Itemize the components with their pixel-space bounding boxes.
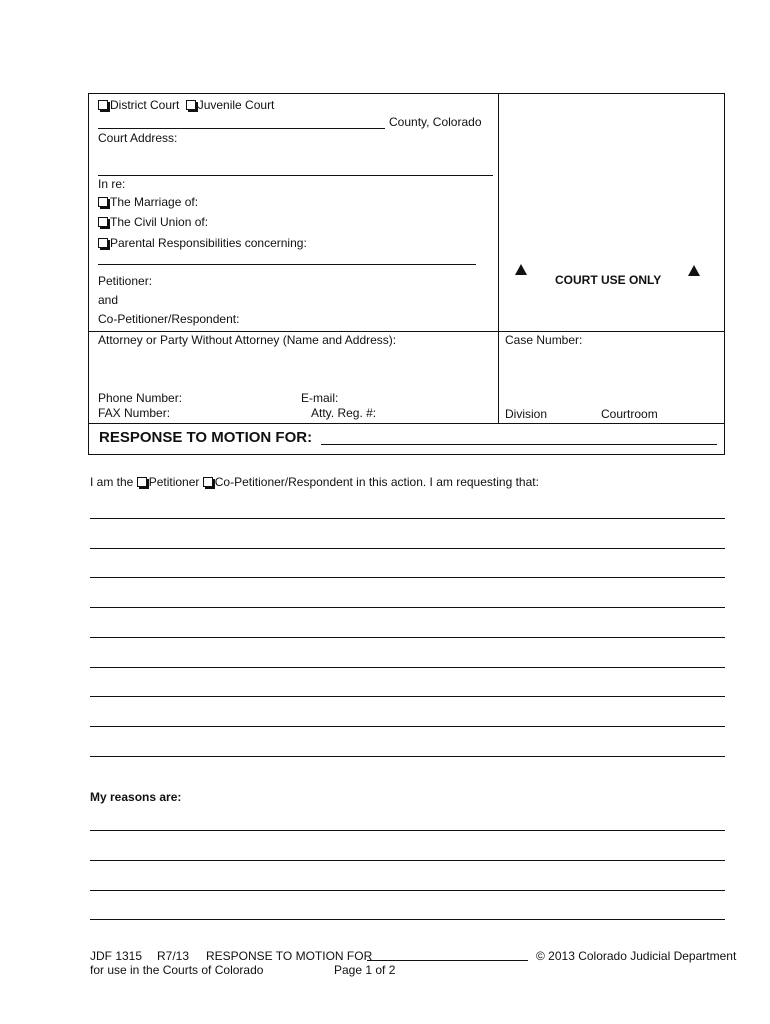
- court-address-label: Court Address:: [98, 131, 178, 145]
- request-line[interactable]: [90, 607, 725, 608]
- reasons-line[interactable]: [90, 919, 725, 920]
- marriage-checkbox[interactable]: [98, 197, 108, 207]
- petitioner-label: Petitioner:: [98, 274, 153, 288]
- petitioner-checkbox[interactable]: [137, 477, 147, 487]
- caption-vertical-divider: [498, 93, 499, 424]
- motion-for-line[interactable]: [321, 444, 717, 445]
- request-line[interactable]: [90, 518, 725, 519]
- request-line[interactable]: [90, 726, 725, 727]
- attorney-label: Attorney or Party Without Attorney (Name and Address):: [98, 333, 397, 347]
- footer-title: RESPONSE TO MOTION FOR: [206, 949, 373, 963]
- case-type-parental: [98, 236, 307, 250]
- caption-divider-title: [88, 423, 725, 424]
- email-label: E-mail:: [301, 391, 339, 405]
- co-petitioner-checkbox[interactable]: [203, 477, 213, 487]
- county-field-line[interactable]: [98, 128, 385, 129]
- and-label: and: [98, 293, 119, 307]
- juvenile-court-label: Juvenile Court: [197, 98, 275, 112]
- footer-page: Page 1 of 2: [334, 963, 396, 977]
- request-line[interactable]: [90, 667, 725, 668]
- court-address-line[interactable]: [98, 175, 493, 176]
- intro-co-petitioner: Co-Petitioner/Respondent in this action. I am requesting that:: [214, 475, 539, 489]
- marriage-label: The Marriage of:: [110, 195, 199, 209]
- parental-checkbox[interactable]: [98, 238, 108, 248]
- request-line[interactable]: [90, 696, 725, 697]
- case-number-label: Case Number:: [505, 333, 583, 347]
- request-line[interactable]: [90, 548, 725, 549]
- intro-prefix: I am the: [90, 475, 134, 489]
- district-court-checkbox[interactable]: [98, 100, 108, 110]
- up-arrow-left-icon: [515, 264, 527, 275]
- footer-copyright: © 2013 Colorado Judicial Department: [536, 949, 737, 963]
- caption-divider-attorney: [88, 331, 725, 332]
- court-type-row: [98, 98, 274, 112]
- reasons-line[interactable]: [90, 890, 725, 891]
- atty-reg-label: Atty. Reg. #:: [311, 406, 377, 420]
- court-use-only-label: COURT USE ONLY: [555, 273, 662, 287]
- county-label: County, Colorado: [389, 115, 482, 129]
- case-type-civil-union: [98, 215, 208, 229]
- phone-label: Phone Number:: [98, 391, 183, 405]
- parties-name-line[interactable]: [98, 264, 476, 265]
- footer-usage: for use in the Courts of Colorado: [90, 963, 264, 977]
- request-line[interactable]: [90, 756, 725, 757]
- form-title: RESPONSE TO MOTION FOR:: [99, 429, 313, 446]
- civil-union-checkbox[interactable]: [98, 217, 108, 227]
- reasons-label: My reasons are:: [90, 790, 182, 804]
- reasons-line[interactable]: [90, 860, 725, 861]
- intro-statement: [90, 475, 539, 489]
- parental-label: Parental Responsibilities concerning:: [110, 236, 307, 250]
- footer-revision: R7/13: [157, 949, 190, 963]
- division-label: Division: [505, 407, 548, 421]
- intro-petitioner: Petitioner: [148, 475, 200, 489]
- reasons-line[interactable]: [90, 830, 725, 831]
- district-court-label: District Court: [110, 98, 180, 112]
- juvenile-court-checkbox[interactable]: [186, 100, 196, 110]
- up-arrow-right-icon: [688, 265, 700, 276]
- courtroom-label: Courtroom: [601, 407, 658, 421]
- fax-label: FAX Number:: [98, 406, 171, 420]
- in-re-label: In re:: [98, 177, 126, 191]
- request-line[interactable]: [90, 637, 725, 638]
- request-line[interactable]: [90, 577, 725, 578]
- footer-title-line: [367, 960, 528, 961]
- co-petitioner-label: Co-Petitioner/Respondent:: [98, 312, 240, 326]
- civil-union-label: The Civil Union of:: [110, 215, 209, 229]
- case-type-marriage: [98, 195, 198, 209]
- footer-form-id: JDF 1315: [90, 949, 143, 963]
